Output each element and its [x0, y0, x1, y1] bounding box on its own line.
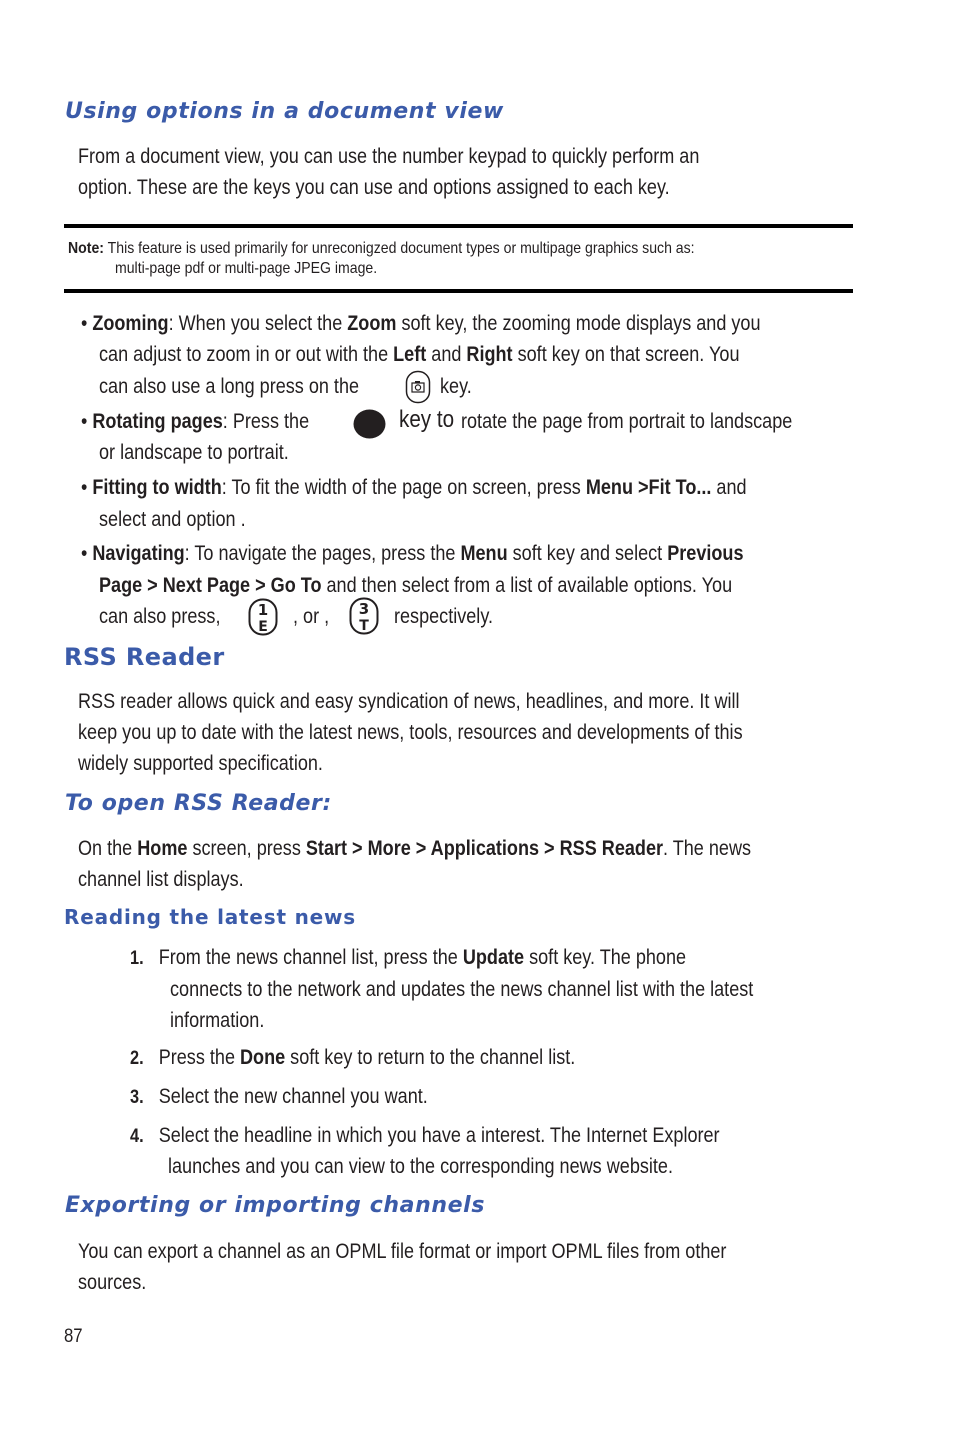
page-number: 87: [64, 1326, 83, 1347]
step-2-number: 2.: [130, 1048, 144, 1069]
export-line-2: sources.: [78, 1271, 147, 1294]
round-key-icon: [353, 409, 386, 439]
step-3: 3. Select the new channel you want.: [130, 1085, 428, 1108]
bullet-zooming-key-word: key.: [440, 375, 472, 398]
bullet-fitting-line-2: select and option .: [99, 508, 246, 531]
bullet-navigating-line-3a: can also press,: [99, 605, 221, 628]
rss-line-1: RSS reader allows quick and easy syndication of news, headlines, and more. It will: [78, 690, 740, 713]
bullet-fitting-line-1: • Fitting to width: To fit the width of the page on screen, press Menu >Fit To... and: [81, 476, 747, 499]
section-title-open-rss: To open RSS Reader:: [65, 791, 332, 816]
bullet-navigating-respectively: respectively.: [394, 605, 494, 628]
bullet-zooming-line-3-text: can also use a long press on the: [99, 375, 360, 398]
bullet-rotating-line-1a: • Rotating pages: Press the: [81, 410, 310, 433]
bullet-zooming-line-1: • Zooming: When you select the Zoom soft key, the zooming mode displays and you: [81, 312, 761, 335]
rss-line-2: keep you up to date with the latest news, tools, resources and developments of this: [78, 721, 743, 744]
key-3-letter: T: [359, 618, 369, 634]
bullet-navigating-line-1: • Navigating: To navigate the pages, press the Menu soft key and select Previous: [81, 542, 744, 565]
step-1-line-2: connects to the network and updates the news channel list with the latest: [170, 978, 754, 1001]
step-4-number: 4.: [130, 1126, 144, 1147]
note-text-1: This feature is used primarily for unreconigzed document types or multipage graphics such as:: [107, 240, 695, 257]
bullet-rotating-key-to: key to: [399, 406, 455, 433]
section-title-reading-news: Reading the latest news: [64, 905, 356, 929]
note-line-1: [68, 238, 695, 259]
open-line-1: On the Home screen, press Start > More > Applications > RSS Reader. The news: [78, 837, 752, 860]
step-3-number: 3.: [130, 1087, 144, 1108]
key-3-digit: 3: [358, 600, 370, 618]
section-title-rss-reader: RSS Reader: [64, 643, 225, 671]
bullet-navigating-line-2: Page > Next Page > Go To and then select from a list of available options. You: [99, 574, 733, 597]
step-1-line-3: information.: [170, 1009, 265, 1032]
section-title-exporting: Exporting or importing channels: [65, 1193, 486, 1218]
step-1-number: 1.: [130, 948, 144, 969]
bullet-navigating-or: , or ,: [293, 605, 330, 628]
section-title-document-view: Using options in a document view: [65, 99, 504, 124]
key-1-icon: [248, 598, 278, 636]
export-line-1: You can export a channel as an OPML file format or import OPML files from other: [78, 1240, 727, 1263]
note-top-rule: [64, 224, 853, 228]
rss-line-3: widely supported specification.: [78, 752, 323, 775]
note-bottom-rule: [64, 289, 853, 293]
term-rotating: Rotating pages: [92, 410, 223, 433]
intro-line-2: option. These are the keys you can use and options assigned to each key.: [78, 176, 670, 199]
intro-line-1: From a document view, you can use the number keypad to quickly perform an: [78, 145, 700, 168]
step-1-line-1: 1. From the news channel list, press the Update soft key. The phone: [130, 946, 687, 969]
term-zooming: Zooming: [92, 312, 169, 335]
note-line-2: multi-page pdf or multi-page JPEG image.: [115, 260, 378, 277]
note-label: Note:: [68, 240, 104, 257]
key-3-icon: [349, 597, 379, 635]
step-4-line-2: launches and you can view to the corresponding news website.: [168, 1155, 673, 1178]
open-line-2: channel list displays.: [78, 868, 244, 891]
bullet-rotating-line-1b: rotate the page from portrait to landscape: [461, 410, 793, 433]
key-1-letter: E: [258, 619, 268, 635]
term-fitting: Fitting to width: [92, 476, 222, 499]
step-4-line-1: 4. Select the headline in which you have a interest. The Internet Explorer: [130, 1124, 720, 1147]
camera-key-icon: [405, 370, 431, 404]
bullet-zooming-line-2: can adjust to zoom in or out with the Left and Right soft key on that screen. You: [99, 343, 740, 366]
bullet-rotating-line-2: or landscape to portrait.: [99, 441, 289, 464]
term-navigating: Navigating: [92, 542, 185, 565]
step-2: 2. Press the Done soft key to return to the channel list.: [130, 1046, 576, 1069]
key-1-digit: 1: [257, 601, 269, 619]
